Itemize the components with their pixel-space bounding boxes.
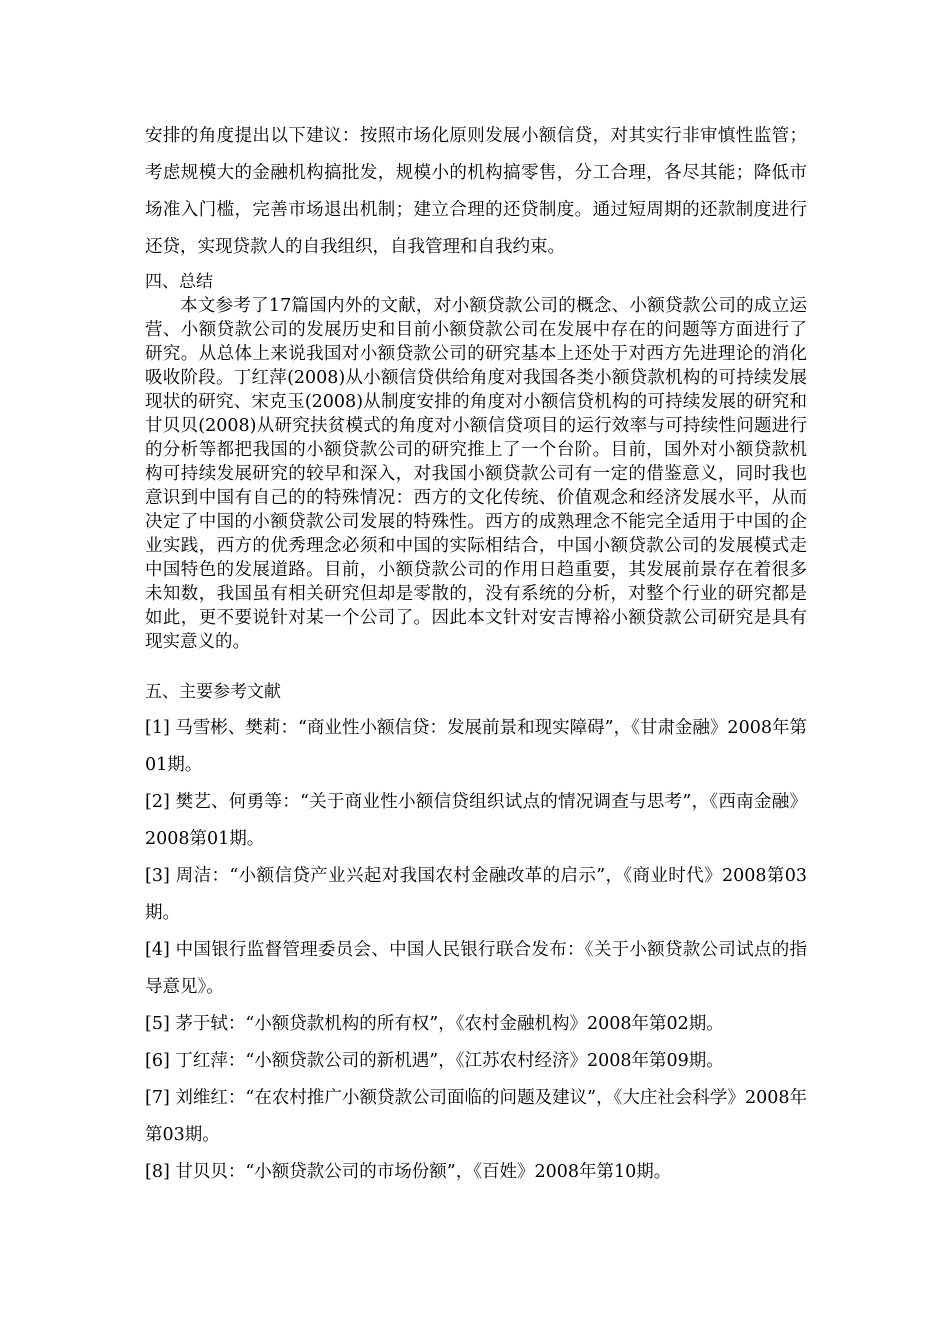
summary-heading: 四、总结 [145, 272, 213, 292]
reference-list [145, 710, 807, 1191]
document-page [145, 118, 807, 1191]
references-heading: 五、主要参考文献 [145, 682, 281, 702]
reference-item-8: [8] 甘贝贝：“小额贷款公司的市场份额”，《百姓》2008年第10期。 [145, 1162, 672, 1182]
reference-item-4: [4] 中国银行监督管理委员会、中国人民银行联合发布：《关于小额贷款公司试点的指导意见》。 [145, 940, 807, 997]
reference-item-1: [1] 马雪彬、樊莉：“商业性小额信贷：发展前景和现实障碍”，《甘肃金融》2008年第01期。 [145, 718, 807, 775]
summary-paragraph: 本文参考了17篇国内外的文献，对小额贷款公司的概念、小额贷款公司的成立运营、小额贷款公司的发展历史和目前小额贷款公司在发展中存在的问题等方面进行了研究。从总体上来说我国对小额贷款公司的研究基本上还处于对西方先进理论的消化吸收阶段。丁红萍(2008)从小额信贷供给角度对我国各类小额贷款机构的可持续发展现状的研究、宋克玉(2008)从制度安排的角度对小额信贷机构的可持续发展的研究和甘贝贝(2008)从研究扶贫模式的角度对小额信贷项目的运行效率与可持续性问题进行的分析等都把我国的小额贷款公司的研究推上了一个台阶。目前，国外对小额贷款机构可持续发展研究的较早和深入，对我国小额贷款公司有一定的借鉴意义，同时我也意识到中国有自己的的特殊情况：西方的文化传统、价值观念和经济发展水平，从而决定了中国的小额贷款公司发展的特殊性。西方的成熟理念不能完全适用于中国的企业实践，西方的优秀理念必须和中国的实际相结合，中国小额贷款公司的发展模式走中国特色的发展道路。目前，小额贷款公司的作用日趋重要，其发展前景存在着很多未知数，我国虽有相关研究但却是零散的，没有系统的分析，对整个行业的研究都是如此，更不要说针对某一个公司了。因此本文针对安吉博裕小额贷款公司研究是具有现实意义的。 [145, 296, 807, 652]
reference-item-5: [5] 茅于轼：“小额贷款机构的所有权”，《农村金融机构》2008年第02期。 [145, 1014, 724, 1034]
reference-item-6: [6] 丁红萍：“小额贷款公司的新机遇”，《江苏农村经济》2008年第09期。 [145, 1051, 724, 1071]
intro-paragraph: 安排的角度提出以下建议：按照市场化原则发展小额信贷，对其实行非审慎性监管；考虑规模大的金融机构搞批发，规模小的机构搞零售，分工合理，各尽其能；降低市场准入门槛，完善市场退出机制；建立合理的还贷制度。通过短周期的还款制度进行还贷，实现贷款人的自我组织，自我管理和自我约束。 [145, 126, 807, 257]
reference-item-7: [7] 刘维红：“在农村推广小额贷款公司面临的问题及建议”，《大庄社会科学》2008年第03期。 [145, 1088, 807, 1145]
reference-item-2: [2] 樊艺、何勇等：“关于商业性小额信贷组织试点的情况调查与思考”，《西南金融》2008第01期。 [145, 792, 807, 849]
reference-item-3: [3] 周洁：“小额信贷产业兴起对我国农村金融改革的启示”，《商业时代》2008第03期。 [145, 866, 807, 923]
